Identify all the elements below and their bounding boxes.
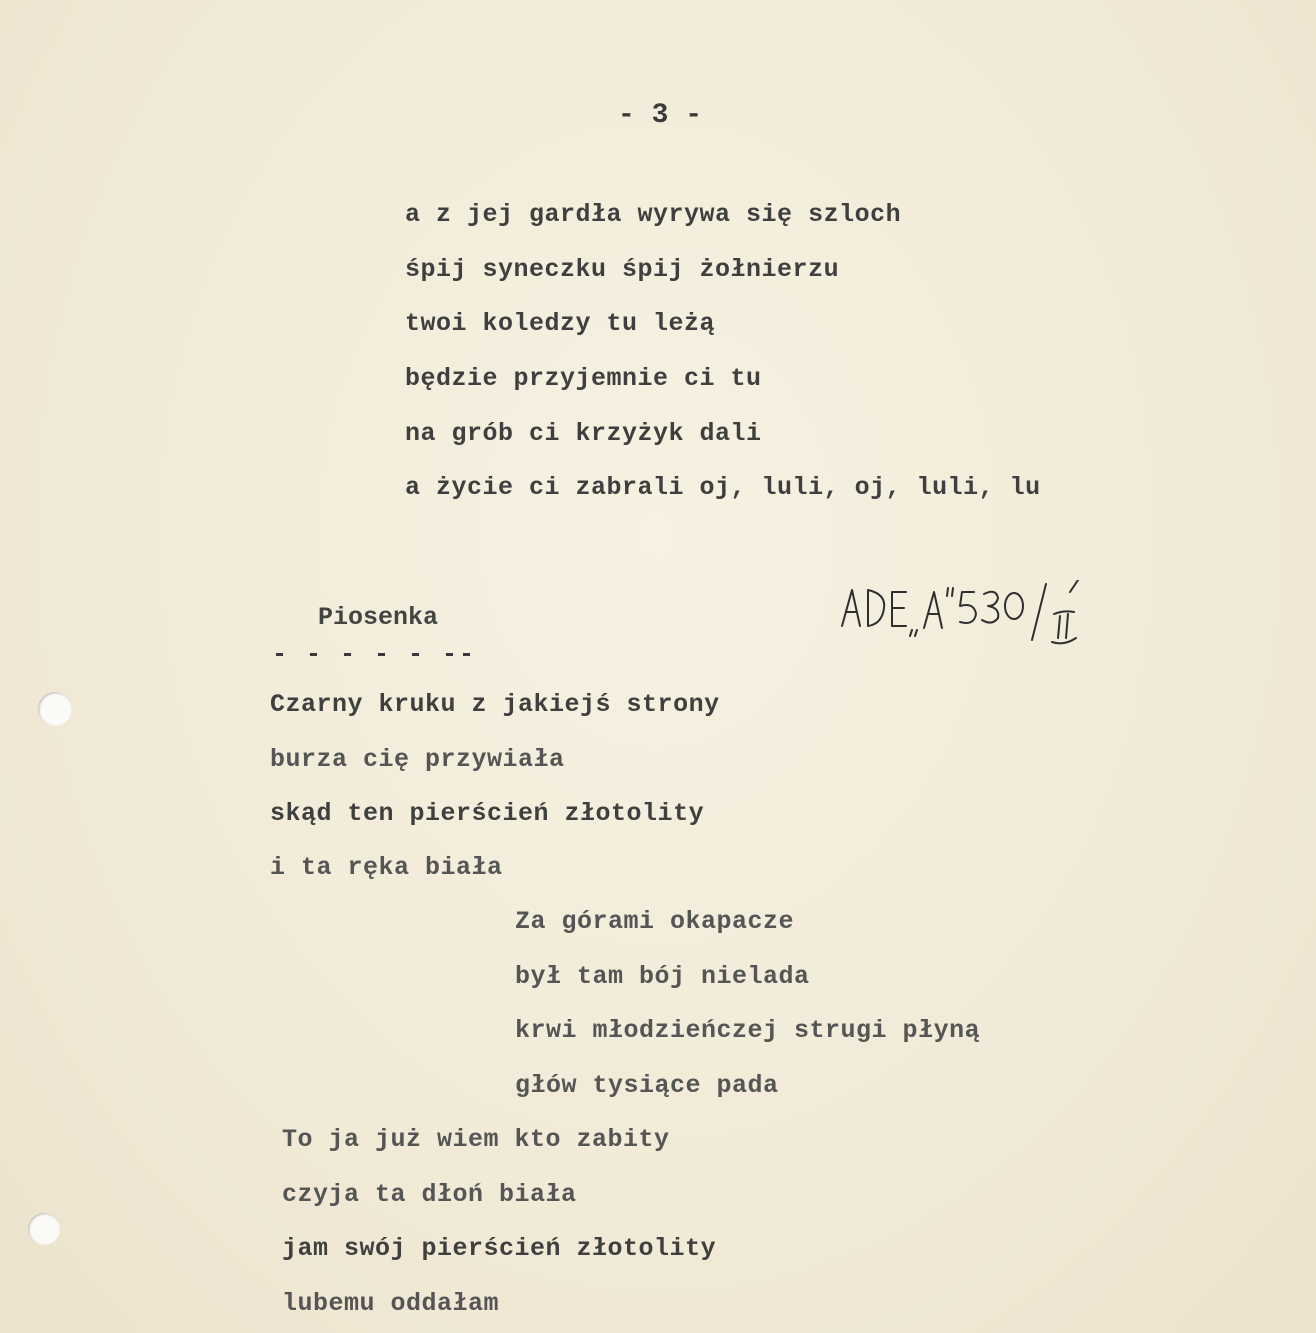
verse-line: twoi koledzy tu leżą (405, 309, 716, 338)
verse-line: To ja już wiem kto zabity (282, 1125, 670, 1154)
verse-line: czyja ta dłoń biała (282, 1180, 577, 1209)
verse-line: Czarny kruku z jakiejś strony (270, 690, 720, 719)
verse-line: na grób ci krzyżyk dali (405, 419, 762, 448)
verse-line: a z jej gardła wyrywa się szloch (405, 200, 902, 229)
song-title: Piosenka (318, 603, 439, 632)
punch-hole-top (38, 692, 72, 726)
verse-line: jam swój pierścień złotolity (282, 1234, 717, 1263)
verse-line: krwi młodzieńczej strugi płyną (515, 1016, 981, 1045)
verse-line: śpij syneczku śpij żołnierzu (405, 255, 840, 284)
verse-line: lubemu oddałam (282, 1289, 500, 1318)
verse-line: Za górami okapacze (515, 907, 795, 936)
verse-line: będzie przyjemnie ci tu (405, 364, 762, 393)
verse-line: burza cię przywiała (270, 745, 565, 774)
page-number: - 3 - (618, 100, 703, 131)
verse-line: skąd ten pierścień złotolity (270, 799, 705, 828)
verse-line: i ta ręka biała (270, 853, 503, 882)
handwritten-archive-mark (838, 580, 1098, 660)
verse-line: był tam bój nielada (515, 962, 810, 991)
punch-hole-bottom (28, 1213, 60, 1245)
verse-line: a życie ci zabrali oj, luli, oj, luli, lu (405, 473, 1041, 502)
song-title-underline: - - - - - -- (272, 640, 477, 669)
verse-line: głów tysiące pada (515, 1071, 779, 1100)
